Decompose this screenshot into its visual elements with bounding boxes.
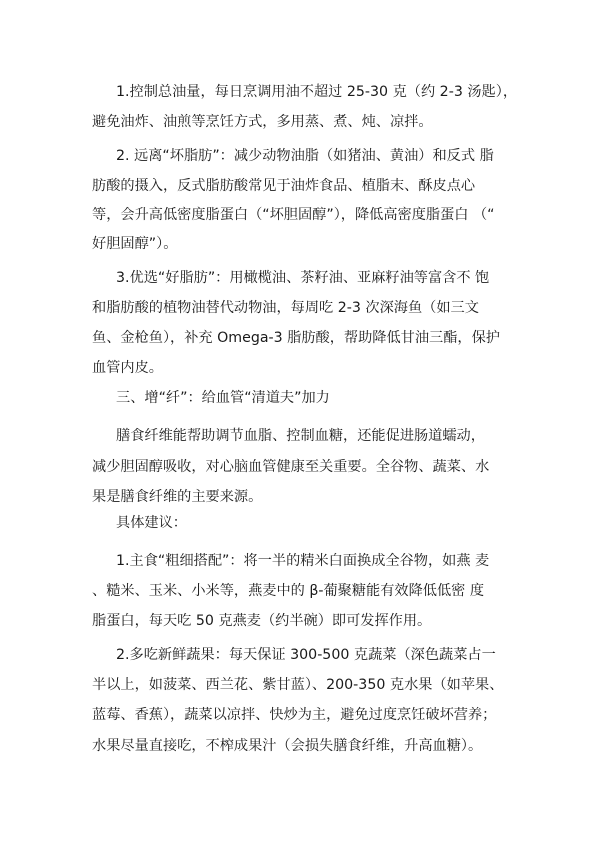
line-text: 脂蛋白，每天吃 50 克燕麦（约半碗）即可发挥作用。	[92, 613, 432, 629]
paragraph-line	[0, 736, 595, 756]
line-text: 、糙米、玉米、小米等，燕麦中的 β-葡聚糖能有效降低低密 度	[92, 583, 485, 599]
heading-text: 三、增“纤”：给血管“清道夫”加力	[116, 390, 330, 406]
paragraph-line	[0, 551, 595, 571]
line-text: 1.主食“粗细搭配”：将一半的精米白面换成全谷物，如燕 麦	[116, 553, 490, 569]
paragraph-line	[0, 328, 595, 348]
line-text: 水果尽量直接吃，不榨成果汁（会损失膳食纤维，升高血糖）。	[92, 738, 483, 754]
line-text: 肪酸的摄入，反式脂肪酸常见于油炸食品、植脂末、酥皮点心	[92, 178, 476, 194]
paragraph-line	[0, 487, 595, 507]
line-text: 鱼、金枪鱼），补充 Omega-3 脂肪酸，帮助降低甘油三酯，保护	[92, 330, 500, 346]
paragraph-line	[0, 205, 595, 225]
line-text: 和脂肪酸的植物油替代动物油，每周吃 2-3 次深海鱼（如三文	[92, 300, 479, 316]
line-text: 3.优选“好脂肪”：用橄榄油、茶籽油、亚麻籽油等富含不 饱	[116, 270, 490, 286]
paragraph-line	[0, 112, 595, 132]
paragraph-line	[0, 234, 595, 254]
paragraph-line	[0, 705, 595, 725]
paragraph-line	[0, 268, 595, 288]
paragraph-line	[0, 82, 595, 102]
line-text: 果是膳食纤维的主要来源。	[92, 489, 263, 505]
line-text: 2.多吃新鲜蔬果：每天保证 300-500 克蔬菜（深色蔬菜占一	[116, 647, 496, 663]
paragraph-line	[0, 176, 595, 196]
paragraph-line	[0, 457, 595, 477]
line-text: 2. 远离“坏脂肪”：减少动物油脂（如猪油、黄油）和反式 脂	[116, 148, 494, 164]
line-text: 半以上，如菠菜、西兰花、紫甘蓝）、200-350 克水果（如苹果、	[92, 677, 504, 693]
line-text: 膳食纤维能帮助调节血脂、控制血糖，还能促进肠道蠕动，	[116, 428, 485, 444]
paragraph-line	[0, 581, 595, 601]
paragraph-line	[0, 611, 595, 631]
line-text: 血管内皮。	[92, 360, 163, 376]
paragraph-line	[0, 645, 595, 665]
line-text: 好胆固醇”）。	[92, 236, 178, 252]
line-text: 1.控制总油量，每日烹调用油不超过 25-30 克（约 2-3 汤匙），	[116, 84, 518, 100]
line-text: 避免油炸、油煎等烹饪方式，多用蒸、煮、炖、凉拌。	[92, 114, 433, 130]
line-text: 减少胆固醇吸收，对心脑血管健康至关重要。全谷物、蔬菜、水	[92, 459, 490, 475]
line-text: 等，会升高低密度脂蛋白（“坏胆固醇”），降低高密度脂蛋白 （“	[92, 207, 495, 223]
line-text: 具体建议：	[116, 515, 187, 531]
paragraph-line	[0, 358, 595, 378]
section-heading	[0, 388, 595, 408]
paragraph-line	[0, 426, 595, 446]
paragraph-line	[0, 513, 595, 533]
line-text: 蓝莓、香蕉），蔬菜以凉拌、快炒为主，避免过度烹饪破坏营养；	[92, 707, 497, 723]
paragraph-line	[0, 675, 595, 695]
paragraph-line	[0, 146, 595, 166]
paragraph-line	[0, 298, 595, 318]
